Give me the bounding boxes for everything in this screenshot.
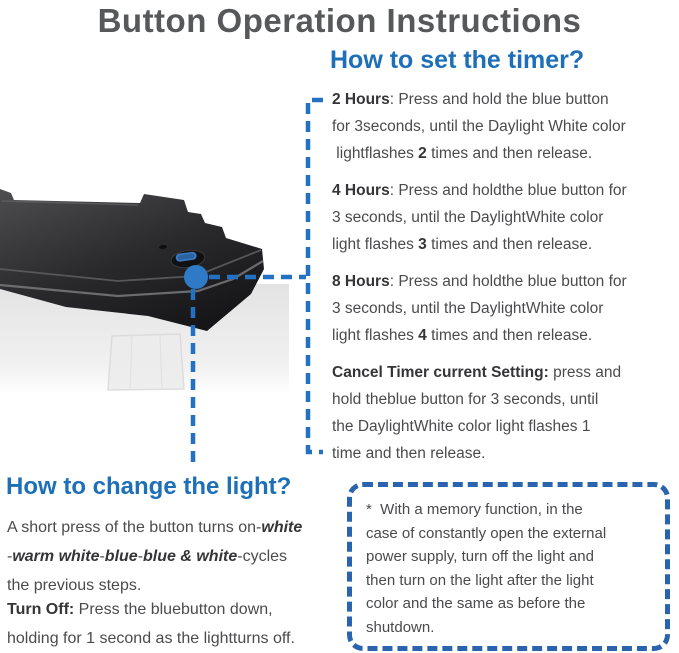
page-title: Button Operation Instructions [97, 2, 582, 39]
timer-step-2-hours: 2 Hours: Press and hold the blue button for 3seconds, until the Daylight White color lightflashes 2 times and then release. [332, 91, 626, 162]
timer-section-title: How to set the timer? [330, 46, 585, 74]
callout-bracket-line [308, 100, 323, 452]
turn-off-instruction: Turn Off: Press the bluebutton down, holding for 1 second as the lightturns off. [7, 601, 295, 647]
memory-note-text: * With a memory function, in the case of constantly open the external power supply, turn off the light and then turn on the light after the light color and the same as before the shutdown. [366, 501, 607, 636]
button-marker-dot [184, 265, 208, 289]
timer-step-4-hours: 4 Hours: Press and holdthe blue button for 3 seconds, until the DaylightWhite color light flashes 3 times and then release. [332, 182, 627, 253]
short-press-instruction: A short press of the button turns on-white -warm white-blue-blue & white-cycles the previous steps. [7, 519, 303, 594]
timer-steps [332, 86, 679, 477]
memory-note-box [347, 482, 670, 651]
light-section-title: How to change the light? [6, 473, 292, 500]
timer-step-cancel: Cancel Timer current Setting: press and hold theblue button for 3 seconds, until the DaylightWhite color light flashes 1 time and then release. [332, 364, 622, 462]
timer-step-8-hours: 8 Hours: Press and holdthe blue button for 3 seconds, until the DaylightWhite color light flashes 4 times and then release. [332, 273, 627, 344]
clear-box [108, 334, 184, 390]
